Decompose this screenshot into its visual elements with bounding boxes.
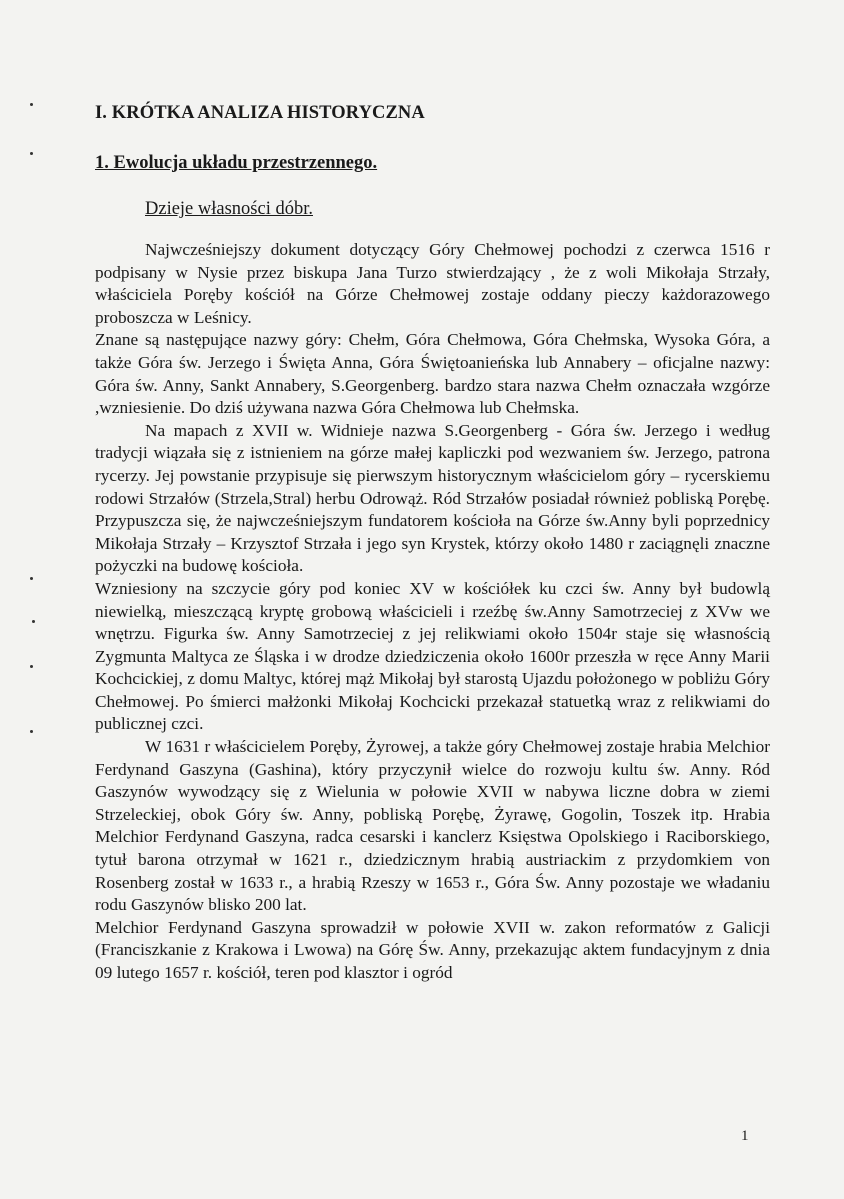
paragraph-6: Melchior Ferdynand Gaszyna sprowadził w połowie XVII w. zakon reformatów z Galicji (Franciszkanie z Krakowa i Lwowa) na Górę Św. Anny, przekazując aktem fundacyjnym z dnia 09 lutego 1657 r. kościół, teren pod klasztor i ogród (95, 917, 770, 982)
scan-speck (30, 152, 33, 155)
subsection-heading: 1. Ewolucja układu przestrzennego. (95, 153, 378, 173)
section-title: Dzieje własności dóbr. (145, 199, 313, 219)
scan-speck (30, 665, 33, 668)
scan-speck (30, 103, 33, 106)
body-text (95, 239, 770, 985)
scan-speck (30, 577, 33, 580)
scan-speck (30, 730, 33, 733)
paragraph-2: Znane są następujące nazwy góry: Chełm, Góra Chełmowa, Góra Chełmska, Wysoka Góra, a także Góra św. Jerzego i Święta Anna, Góra Świętoanieńska lub Annabery – oficjalne nazwy: Góra św. Anny, Sankt Annabery, S.Georgenberg. bardzo stara nazwa Chełm oznaczała wzgórze ,wzniesienie. Do dziś używana nazwa Góra Chełmowa lub Chełmska. (95, 330, 770, 418)
paragraph-4: Wzniesiony na szczycie góry pod koniec XV w kościółek ku czci św. Anny był budowlą niewielką, mieszczącą kryptę grobową właścicieli i rzeźbę św.Anny Samotrzeciej z XVw we wnętrzu. Figurka św. Anny Samotrzeciej z jej relikwiami około 1504r staje się własnością Zygmunta Maltyca ze Śląska i w drodze dziedziczenia około 1600r przeszła w ręce Anny Marii Kochcickiej, z domu Maltyc, której mąż Mikołaj był starostą Ujazdu położonego w pobliżu Góry Chełmowej. Po śmierci małżonki Mikołaj Kochcicki przekazał statuetką wraz z relikwiami do publicznej czci. (95, 578, 770, 734)
paragraph-3: Na mapach z XVII w. Widnieje nazwa S.Georgenberg - Góra św. Jerzego i według tradycji wiązała się z istnieniem na górze małej kapliczki pod wezwaniem św. Jerzego, patrona rycerzy. Jej powstanie przypisuje się pierwszym historycznym właścicielom góry – rycerskiemu rodowi Strzałów (Strzela,Stral) herbu Odrowąż. Ród Strzałów posiadał również pobliską Porębę. Przypuszcza się, że najwcześniejszym fundatorem kościoła na Górze św.Anny byli poprzednicy Mikołaja Strzały – Krzysztof Strzała i jego syn Krystek, którzy około 1480 r zaciągnęli znaczne pożyczki na budowę kościoła. (95, 420, 770, 576)
scan-speck (32, 620, 35, 623)
chapter-heading: I. KRÓTKA ANALIZA HISTORYCZNA (95, 103, 425, 123)
paragraph-1: Najwcześniejszy dokument dotyczący Góry Chełmowej pochodzi z czerwca 1516 r podpisany w Nysie przez biskupa Jana Turzo stwierdzający , że z woli Mikołaja Strzały, właściciela Poręby kościół na Górze Chełmowej zostaje oddany pieczy każdorazowego proboszcza w Leśnicy. (95, 240, 770, 327)
paragraph-5: W 1631 r właścicielem Poręby, Żyrowej, a także góry Chełmowej zostaje hrabia Melchior Ferdynand Gaszyna (Gashina), który przyczynił wielce do rozwoju kultu św. Anny. Ród Gaszynów wywodzący się z Wielunia w połowie XVII w nabywa liczne dobra w ziemi Strzeleckiej, obok Góry św. Anny, pobliską Porębę, Żyrawę, Gogolin, Toszek itp. Hrabia Melchior Ferdynand Gaszyna, radca cesarski i kanclerz Księstwa Opolskiego i Raciborskiego, tytuł barona otrzymał w 1621 r., dziedzicznym hrabią austriackim z przydomkiem von Rosenberg został w 1633 r., a hrabią Rzeszy w 1653 r., Góra Św. Anny pozostaje we władaniu rodu Gaszynów blisko 200 lat. (95, 737, 770, 915)
page-number: 1 (741, 1128, 749, 1144)
